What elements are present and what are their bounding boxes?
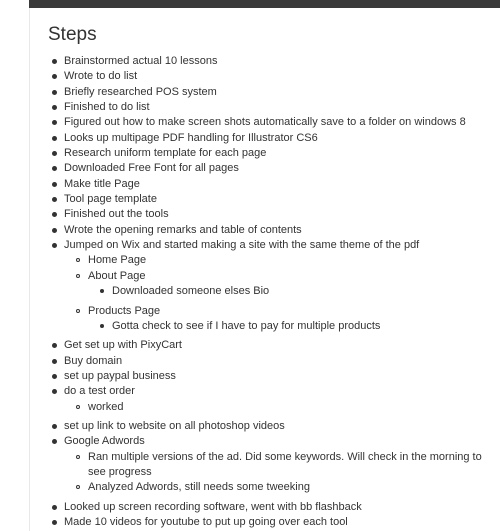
about-sublist xyxy=(112,284,494,299)
bullet-icon xyxy=(52,439,57,444)
bullet-icon xyxy=(52,197,57,202)
list-item: worked xyxy=(88,400,494,415)
list-item: Buy domain xyxy=(64,354,494,369)
bullet-icon xyxy=(52,105,57,110)
products-sublist xyxy=(112,319,494,334)
bullet-icon xyxy=(52,505,57,510)
content-area xyxy=(29,8,500,531)
list-item: Looked up screen recording software, went with bb flashback xyxy=(64,500,494,515)
list-item: Wrote the opening remarks and table of contents xyxy=(64,223,494,238)
list-item: Downloaded someone elses Bio xyxy=(112,284,494,299)
list-item: Brainstormed actual 10 lessons xyxy=(64,54,494,69)
list-item: Google Adwords Ran multiple versions of the ad. Did some keywords. Will check in the morning to see progress Analyzed Adwords, still needs some tweeking xyxy=(64,434,494,495)
bullet-icon xyxy=(52,136,57,141)
list-item: Gotta check to see if I have to pay for multiple products xyxy=(112,319,494,334)
steps-list xyxy=(64,54,494,530)
list-item: Made 10 videos for youtube to put up going over each tool xyxy=(64,515,494,530)
bullet-icon xyxy=(76,258,80,262)
bullet-icon xyxy=(52,424,57,429)
bullet-icon xyxy=(52,359,57,364)
page-title: Steps xyxy=(48,24,97,45)
list-item: About Page Downloaded someone elses Bio xyxy=(88,269,494,300)
bullet-icon xyxy=(52,166,57,171)
bullet-icon xyxy=(52,389,57,394)
list-item: Products Page Gotta check to see if I have to pay for multiple products xyxy=(88,304,494,335)
list-item: Make title Page xyxy=(64,177,494,192)
list-item: Research uniform template for each page xyxy=(64,146,494,161)
bullet-icon xyxy=(76,309,80,313)
test-order-sublist xyxy=(88,400,494,415)
bullet-icon xyxy=(52,343,57,348)
bullet-icon xyxy=(76,274,80,278)
list-item: Briefly researched POS system xyxy=(64,85,494,100)
bullet-icon xyxy=(52,182,57,187)
bullet-icon xyxy=(52,520,57,525)
list-item: Jumped on Wix and started making a site with the same theme of the pdf Home Page About Page Downloaded someone elses Bio Products Page Gotta check to see if I have to pay for multiple products xyxy=(64,238,494,334)
bullet-icon xyxy=(100,289,104,293)
bullet-icon xyxy=(52,151,57,156)
adwords-sublist xyxy=(88,450,494,496)
list-item: Tool page template xyxy=(64,192,494,207)
bullet-icon xyxy=(52,374,57,379)
top-bar xyxy=(29,0,500,8)
list-item: Get set up with PixyCart xyxy=(64,338,494,353)
bullet-icon xyxy=(76,485,80,489)
bullet-icon xyxy=(76,405,80,409)
wix-sublist xyxy=(88,253,494,334)
list-item: do a test order worked xyxy=(64,384,494,415)
bullet-icon xyxy=(52,59,57,64)
list-item: Finished to do list xyxy=(64,100,494,115)
bullet-icon xyxy=(52,243,57,248)
list-item: Figured out how to make screen shots automatically save to a folder on windows 8 xyxy=(64,115,494,130)
list-item: Downloaded Free Font for all pages xyxy=(64,161,494,176)
list-item: Looks up multipage PDF handling for Illustrator CS6 xyxy=(64,131,494,146)
bullet-icon xyxy=(52,212,57,217)
list-item: set up paypal business xyxy=(64,369,494,384)
list-item: Wrote to do list xyxy=(64,69,494,84)
bullet-icon xyxy=(52,90,57,95)
list-item: set up link to website on all photoshop videos xyxy=(64,419,494,434)
bullet-icon xyxy=(76,455,80,459)
bullet-icon xyxy=(52,74,57,79)
bullet-icon xyxy=(52,228,57,233)
list-item: Finished out the tools xyxy=(64,207,494,222)
list-item: Analyzed Adwords, still needs some tweeking xyxy=(88,480,494,495)
list-item: Ran multiple versions of the ad. Did some keywords. Will check in the morning to see progress xyxy=(88,450,494,481)
bullet-icon xyxy=(100,324,104,328)
list-item: Home Page xyxy=(88,253,494,268)
bullet-icon xyxy=(52,120,57,125)
